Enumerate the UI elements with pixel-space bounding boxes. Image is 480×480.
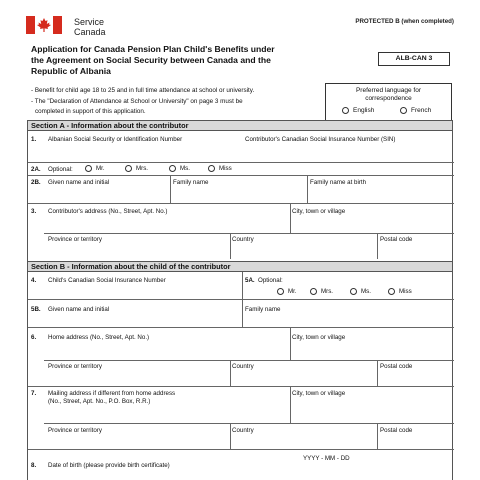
q2a-number: 2A. [31, 166, 41, 173]
form-title [31, 44, 331, 78]
agency-line-2: Canada [74, 27, 106, 37]
child-ms-label: Ms. [361, 288, 371, 296]
q7-number: 7. [31, 390, 37, 397]
child-ms-radio[interactable] [350, 288, 357, 295]
protected-label: PROTECTED B (when completed) [355, 18, 454, 25]
instructions [31, 87, 321, 119]
ms-option[interactable] [169, 165, 190, 173]
title-line-1: Application for Canada Pension Plan Child's Benefits under [31, 44, 275, 54]
language-title [326, 87, 451, 103]
french-option[interactable] [400, 107, 431, 114]
language-preference-box [325, 83, 452, 121]
divider [44, 423, 454, 424]
ms-radio[interactable] [169, 165, 176, 172]
divider [290, 203, 291, 233]
bullet-1: - Benefit for child age 18 to 25 and in full time attendance at school or university. [31, 87, 255, 94]
divider [230, 233, 231, 259]
child-sin-field-label[interactable]: Child's Canadian Social Insurance Number [48, 277, 166, 284]
child-city-field-label[interactable]: City, town or village [292, 334, 346, 341]
date-of-birth-field-label[interactable]: Date of birth (please provide birth certificate) [48, 462, 170, 469]
q2a-optional-label: Optional: [48, 166, 73, 173]
contributor-sin-field-label[interactable]: Contributor's Canadian Social Insurance Number (SIN) [245, 136, 396, 143]
albanian-id-field-label[interactable]: Albanian Social Security or Identification Number [48, 136, 183, 143]
child-miss-option[interactable] [388, 288, 412, 296]
bullet-2-line-2: completed in support of this application. [35, 108, 146, 116]
divider [377, 233, 378, 259]
country-field-label[interactable]: Country [232, 236, 254, 243]
child-family-name-field-label[interactable]: Family name [245, 306, 281, 313]
ms-label: Ms. [180, 165, 190, 173]
city-field-label[interactable]: City, town or village [292, 208, 346, 215]
title-line-2: the Agreement on Social Security between Canada and the [31, 55, 271, 66]
mr-radio[interactable] [85, 165, 92, 172]
child-mrs-option[interactable] [310, 288, 333, 296]
divider [28, 299, 454, 300]
mr-option[interactable] [85, 165, 105, 173]
miss-radio[interactable] [208, 165, 215, 172]
english-option[interactable] [342, 107, 374, 114]
divider [307, 175, 308, 203]
divider [242, 299, 243, 327]
section-b-header: Section B - Information about the child of the contributor [28, 261, 452, 272]
divider [170, 175, 171, 203]
child-miss-label: Miss [399, 288, 412, 296]
q2b-number: 2B. [31, 179, 41, 186]
mailing-country-field-label[interactable]: Country [232, 427, 254, 434]
divider [28, 449, 454, 450]
child-mrs-radio[interactable] [310, 288, 317, 295]
mrs-option[interactable] [125, 165, 148, 173]
q5b-number: 5B. [31, 306, 41, 313]
child-province-field-label[interactable]: Province or territory [48, 363, 102, 370]
divider [230, 423, 231, 449]
divider [290, 386, 291, 423]
family-name-birth-field-label[interactable]: Family name at birth [310, 179, 367, 186]
mailing-address-field-label[interactable] [48, 390, 175, 405]
child-mr-option[interactable] [277, 288, 297, 296]
mr-label: Mr. [96, 165, 105, 173]
q5a-optional-label: Optional: [258, 277, 283, 284]
postal-code-field-label[interactable]: Postal code [380, 236, 413, 243]
child-mr-label: Mr. [288, 288, 297, 296]
child-given-name-field-label[interactable]: Given name and initial [48, 306, 110, 313]
divider [28, 203, 454, 204]
canada-flag-icon [26, 16, 62, 34]
mailing-line-2: (No., Street, Apt. No., P.O. Box, R.R.) [48, 397, 151, 405]
language-title-line-2: correspondence [365, 95, 412, 102]
divider [44, 233, 454, 234]
form-grid [27, 120, 453, 480]
given-name-field-label[interactable]: Given name and initial [48, 179, 110, 186]
language-title-line-1: Preferred language for [355, 87, 422, 94]
divider [28, 162, 454, 163]
family-name-field-label[interactable]: Family name [173, 179, 209, 186]
divider [242, 272, 243, 299]
divider [377, 423, 378, 449]
q4-number: 4. [31, 277, 37, 284]
french-label: French [411, 107, 432, 115]
mailing-province-field-label[interactable]: Province or territory [48, 427, 102, 434]
mailing-postal-code-field-label[interactable]: Postal code [380, 427, 413, 434]
contributor-address-field-label[interactable]: Contributor's address (No., Street, Apt. No.) [48, 208, 168, 215]
home-address-field-label[interactable]: Home address (No., Street, Apt. No.) [48, 334, 150, 341]
mailing-line-1: Mailing address if different from home address [48, 390, 176, 397]
child-ms-option[interactable] [350, 288, 371, 296]
divider [44, 360, 454, 361]
date-format-hint: YYYY - MM - DD [303, 455, 350, 462]
q8-number: 8. [31, 462, 37, 469]
q1-number: 1. [31, 136, 37, 143]
miss-option[interactable] [208, 165, 232, 173]
page-header [26, 14, 454, 42]
agency-line-1: Service [74, 17, 105, 27]
mrs-label: Mrs. [136, 165, 149, 173]
divider [28, 175, 454, 176]
province-field-label[interactable]: Province or territory [48, 236, 102, 243]
q5a-number: 5A. [245, 277, 255, 284]
child-mr-radio[interactable] [277, 288, 284, 295]
bullet-2-line-1: - The "Declaration of Attendance at School or University" on page 3 must be [31, 97, 243, 105]
form-code-badge: ALB-CAN 3 [378, 52, 450, 66]
q6-number: 6. [31, 334, 37, 341]
q3-number: 3. [31, 208, 37, 215]
child-country-field-label[interactable]: Country [232, 363, 254, 370]
mrs-radio[interactable] [125, 165, 132, 172]
child-mrs-label: Mrs. [321, 288, 334, 296]
french-radio[interactable] [400, 107, 407, 114]
miss-label: Miss [219, 165, 232, 173]
child-miss-radio[interactable] [388, 288, 395, 295]
service-canada-wordmark [74, 17, 106, 37]
section-a-header: Section A - Information about the contributor [28, 120, 452, 131]
divider [28, 386, 454, 387]
divider [290, 327, 291, 360]
bullet-2 [31, 98, 321, 117]
divider [28, 327, 454, 328]
mailing-city-field-label[interactable]: City, town or village [292, 390, 346, 397]
divider [377, 360, 378, 386]
title-line-3: Republic of Albania [31, 66, 111, 77]
english-label: English [353, 107, 375, 115]
divider [230, 360, 231, 386]
child-postal-code-field-label[interactable]: Postal code [380, 363, 413, 370]
english-radio[interactable] [342, 107, 349, 114]
